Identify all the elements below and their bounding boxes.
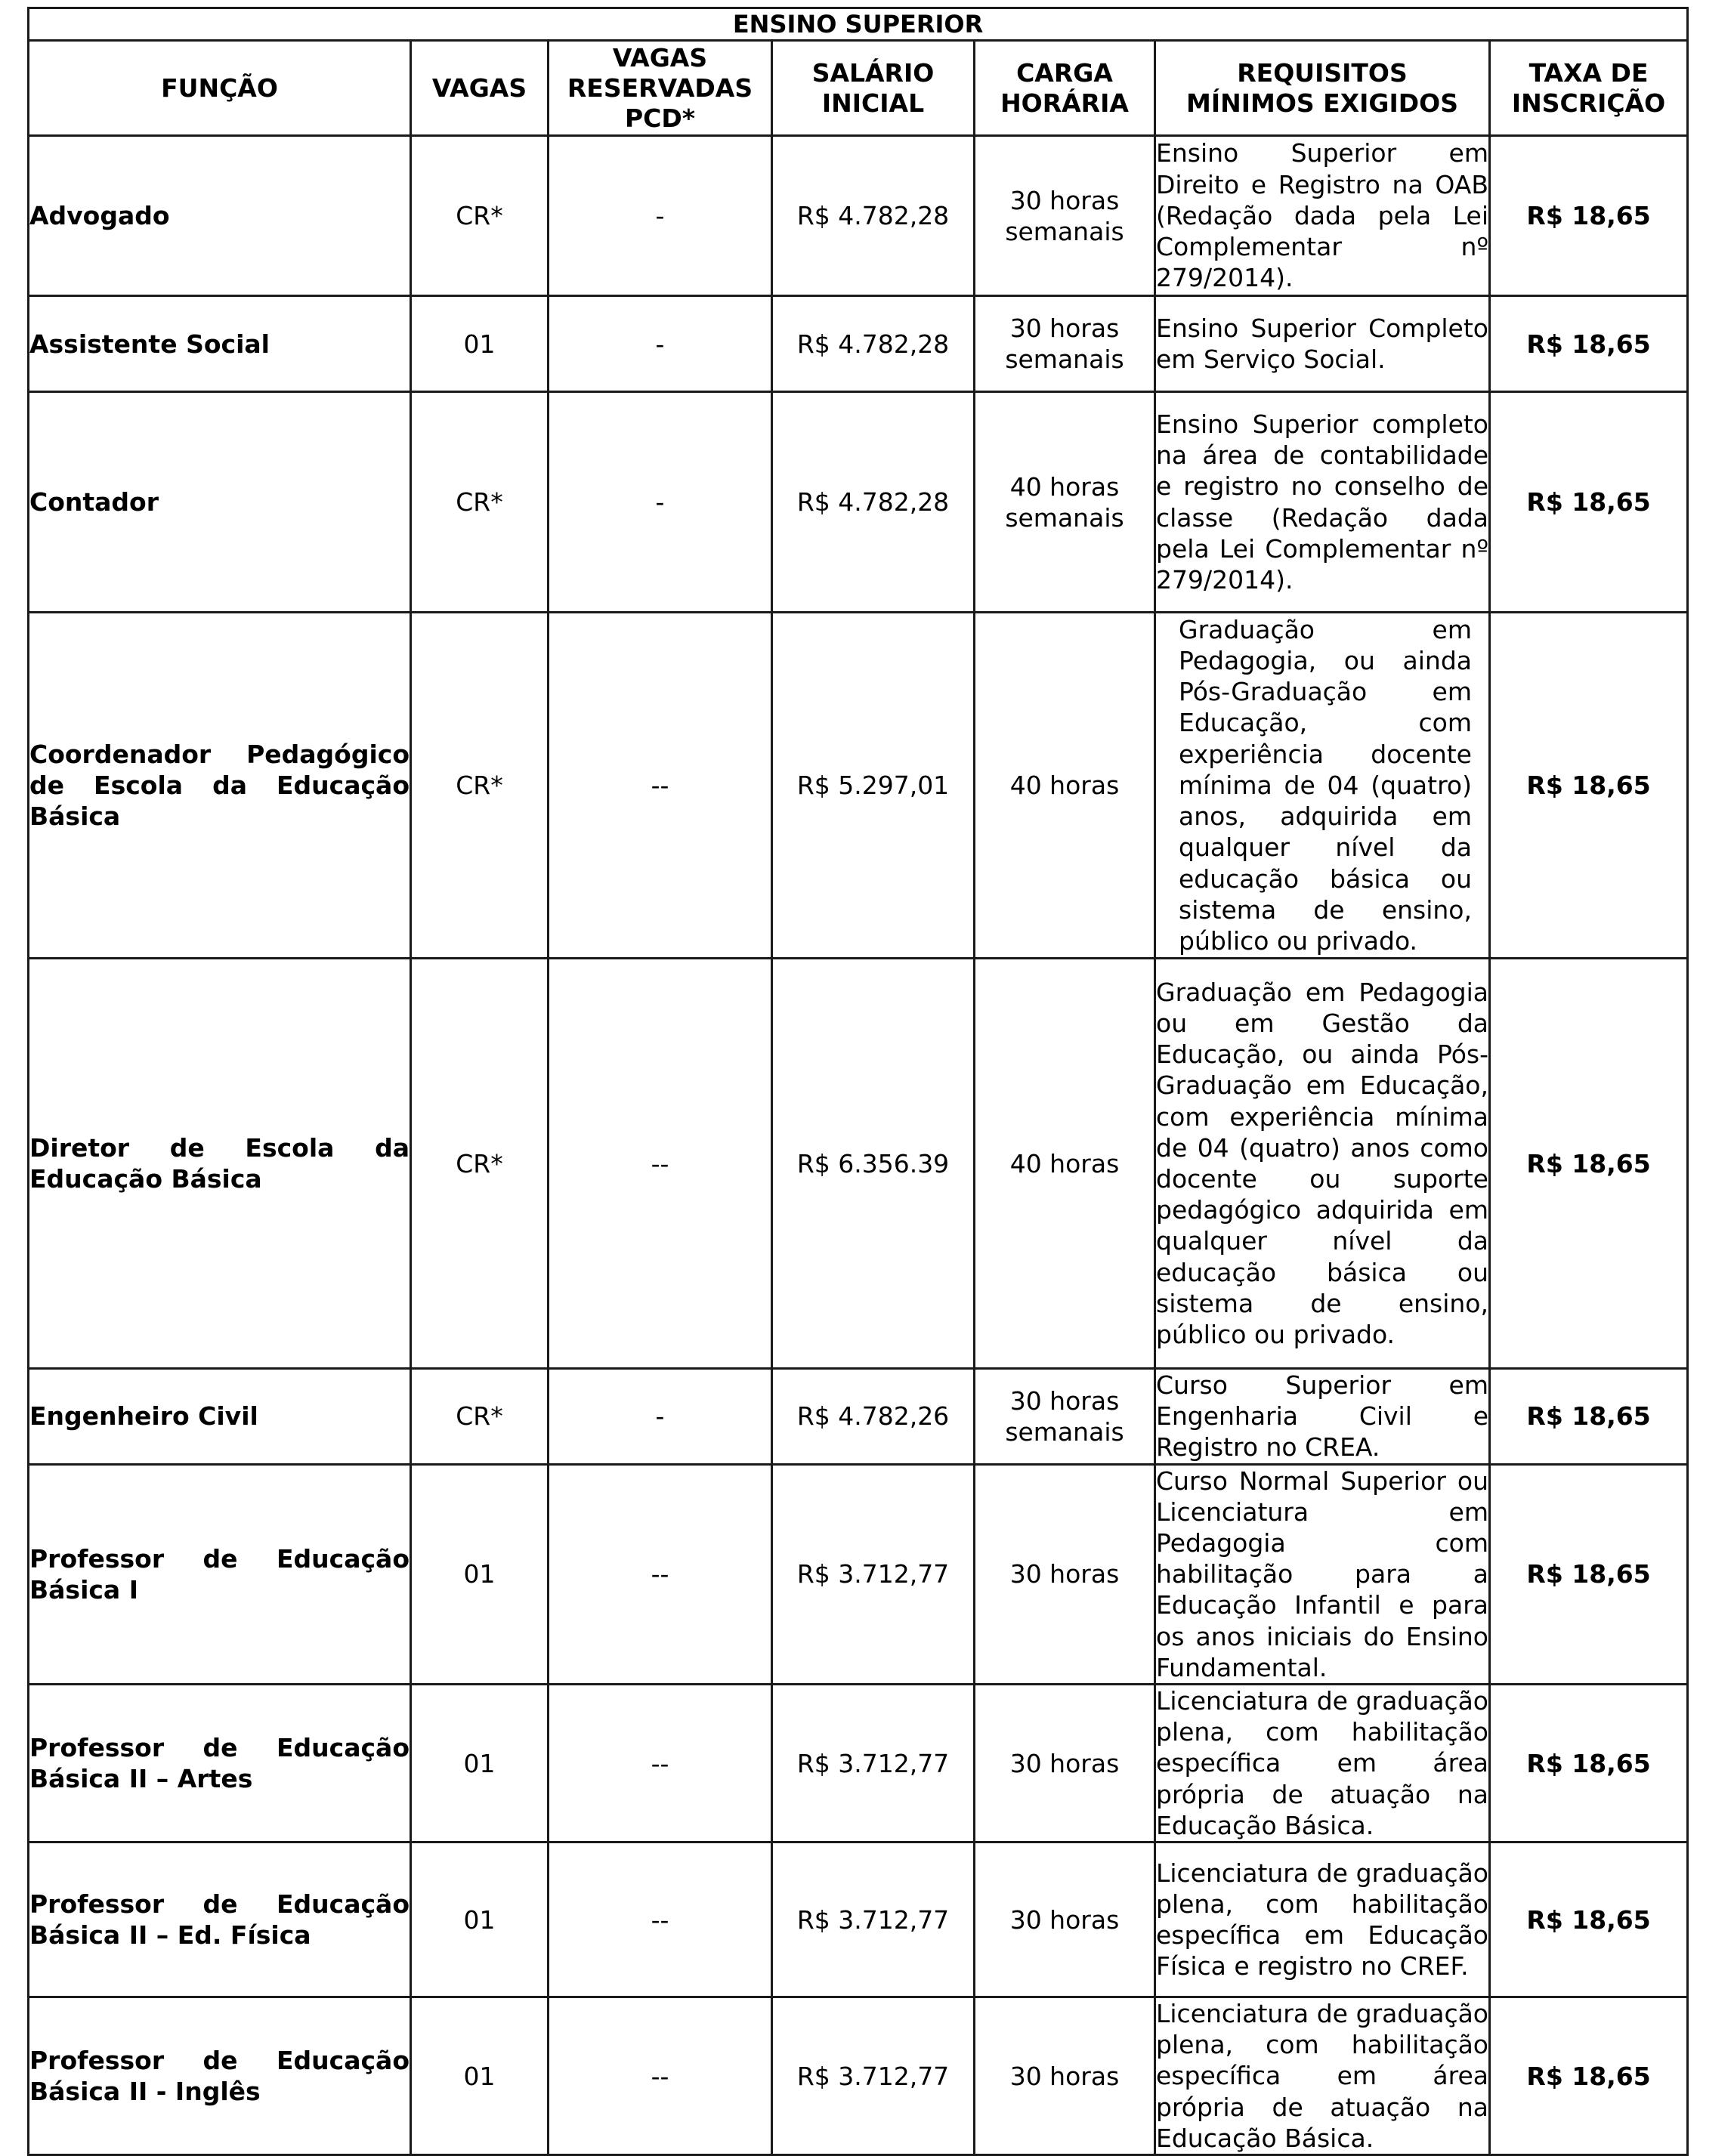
header-salario: SALÁRIO INICIAL: [772, 41, 975, 136]
cell-taxa: R$ 18,65: [1490, 1464, 1688, 1684]
cell-vagas: 01: [411, 296, 549, 392]
cell-taxa: R$ 18,65: [1490, 959, 1688, 1369]
table-row: [29, 613, 1688, 959]
header-taxa: TAXA DE INSCRIÇÃO: [1490, 41, 1688, 136]
cell-vagas-pcd: -: [549, 392, 772, 613]
table-row: [29, 392, 1688, 613]
cell-vagas-pcd: --: [549, 959, 772, 1369]
table-row: [29, 1464, 1688, 1684]
table-row: [29, 1842, 1688, 1997]
cell-vagas: 01: [411, 1842, 549, 1997]
cell-salario: R$ 3.712,77: [772, 1464, 975, 1684]
cell-vagas-pcd: --: [549, 613, 772, 959]
cell-taxa: R$ 18,65: [1490, 1842, 1688, 1997]
table-row: [29, 1685, 1688, 1842]
cell-vagas: 01: [411, 1685, 549, 1842]
cell-funcao: Contador: [29, 392, 411, 613]
cell-taxa: R$ 18,65: [1490, 392, 1688, 613]
cell-carga-horaria: 30 horas: [975, 1997, 1155, 2155]
cell-taxa: R$ 18,65: [1490, 136, 1688, 296]
header-vagas-pcd: VAGAS RESERVADAS PCD*: [549, 41, 772, 136]
cell-taxa: R$ 18,65: [1490, 1685, 1688, 1842]
cell-carga-horaria: 30 horas semanais: [975, 136, 1155, 296]
table-row: [29, 296, 1688, 392]
cell-salario: R$ 4.782,26: [772, 1369, 975, 1465]
cell-funcao: Diretor de Escola da Educação Básica: [29, 959, 411, 1369]
cell-salario: R$ 4.782,28: [772, 296, 975, 392]
cell-requisitos: Curso Normal Superior ou Licenciatura em Pedagogia com habilitação para a Educação Infantil e para os anos iniciais do Ensino Fundamental.: [1155, 1464, 1490, 1684]
cell-salario: R$ 4.782,28: [772, 136, 975, 296]
cell-vagas: CR*: [411, 613, 549, 959]
cell-vagas-pcd: --: [549, 1464, 772, 1684]
cell-funcao: Assistente Social: [29, 296, 411, 392]
cell-carga-horaria: 30 horas semanais: [975, 1369, 1155, 1465]
vacancies-table: [27, 7, 1689, 2156]
table-title: ENSINO SUPERIOR: [29, 8, 1688, 41]
table-row: [29, 959, 1688, 1369]
cell-salario: R$ 3.712,77: [772, 1685, 975, 1842]
cell-requisitos: Graduação em Pedagogia ou em Gestão da Educação, ou ainda Pós-Graduação em Educação, com experiência mínima de 04 (quatro) anos como docente ou suporte pedagógico adquirida em qualquer nível da educação básica ou sistema de ensino, público ou privado.: [1155, 959, 1490, 1369]
cell-taxa: R$ 18,65: [1490, 296, 1688, 392]
cell-requisitos: Licenciatura de graduação plena, com habilitação específica em área própria de atuação na Educação Básica.: [1155, 1997, 1490, 2155]
cell-taxa: R$ 18,65: [1490, 1369, 1688, 1465]
header-requisitos: REQUISITOS MÍNIMOS EXIGIDOS: [1155, 41, 1490, 136]
header-funcao: FUNÇÃO: [29, 41, 411, 136]
cell-salario: R$ 6.356.39: [772, 959, 975, 1369]
table-title-row: [29, 8, 1688, 41]
cell-vagas: CR*: [411, 136, 549, 296]
cell-vagas-pcd: -: [549, 296, 772, 392]
cell-carga-horaria: 30 horas: [975, 1464, 1155, 1684]
cell-salario: R$ 3.712,77: [772, 1997, 975, 2155]
cell-carga-horaria: 40 horas: [975, 613, 1155, 959]
cell-vagas: CR*: [411, 959, 549, 1369]
cell-requisitos: Licenciatura de graduação plena, com habilitação específica em Educação Física e registro no CREF.: [1155, 1842, 1490, 1997]
cell-vagas-pcd: -: [549, 136, 772, 296]
table-header-row: [29, 41, 1688, 136]
cell-vagas: CR*: [411, 392, 549, 613]
cell-salario: R$ 3.712,77: [772, 1842, 975, 1997]
table-row: [29, 136, 1688, 296]
cell-funcao: Professor de Educação Básica II - Inglês: [29, 1997, 411, 2155]
cell-requisitos: Ensino Superior completo na área de contabilidade e registro no conselho de classe (Redação dada pela Lei Complementar nº 279/2014).: [1155, 392, 1490, 613]
cell-vagas-pcd: --: [549, 1997, 772, 2155]
cell-funcao: Professor de Educação Básica I: [29, 1464, 411, 1684]
cell-taxa: R$ 18,65: [1490, 613, 1688, 959]
cell-funcao: Advogado: [29, 136, 411, 296]
header-carga-horaria: CARGA HORÁRIA: [975, 41, 1155, 136]
cell-carga-horaria: 30 horas semanais: [975, 296, 1155, 392]
cell-taxa: R$ 18,65: [1490, 1997, 1688, 2155]
cell-funcao: Engenheiro Civil: [29, 1369, 411, 1465]
cell-carga-horaria: 30 horas: [975, 1685, 1155, 1842]
cell-vagas: CR*: [411, 1369, 549, 1465]
cell-requisitos: Curso Superior em Engenharia Civil e Registro no CREA.: [1155, 1369, 1490, 1465]
cell-vagas: 01: [411, 1464, 549, 1684]
header-vagas: VAGAS: [411, 41, 549, 136]
cell-funcao: Coordenador Pedagógico de Escola da Educação Básica: [29, 613, 411, 959]
cell-funcao: Professor de Educação Básica II – Ed. Física: [29, 1842, 411, 1997]
cell-requisitos: Ensino Superior em Direito e Registro na OAB (Redação dada pela Lei Complementar nº 279/2014).: [1155, 136, 1490, 296]
cell-vagas-pcd: -: [549, 1369, 772, 1465]
cell-vagas: 01: [411, 1997, 549, 2155]
cell-requisitos: Licenciatura de graduação plena, com habilitação específica em área própria de atuação na Educação Básica.: [1155, 1685, 1490, 1842]
cell-carga-horaria: 40 horas semanais: [975, 392, 1155, 613]
cell-requisitos: Ensino Superior Completo em Serviço Social.: [1155, 296, 1490, 392]
cell-vagas-pcd: --: [549, 1685, 772, 1842]
cell-vagas-pcd: --: [549, 1842, 772, 1997]
cell-requisitos: Graduação em Pedagogia, ou ainda Pós-Graduação em Educação, com experiência docente mínima de 04 (quatro) anos, adquirida em qualquer nível da educação básica ou sistema de ensino, público ou privado.: [1155, 613, 1490, 959]
cell-funcao: Professor de Educação Básica II – Artes: [29, 1685, 411, 1842]
cell-salario: R$ 4.782,28: [772, 392, 975, 613]
cell-salario: R$ 5.297,01: [772, 613, 975, 959]
cell-carga-horaria: 30 horas: [975, 1842, 1155, 1997]
cell-carga-horaria: 40 horas: [975, 959, 1155, 1369]
table-row: [29, 1997, 1688, 2155]
table-row: [29, 1369, 1688, 1465]
